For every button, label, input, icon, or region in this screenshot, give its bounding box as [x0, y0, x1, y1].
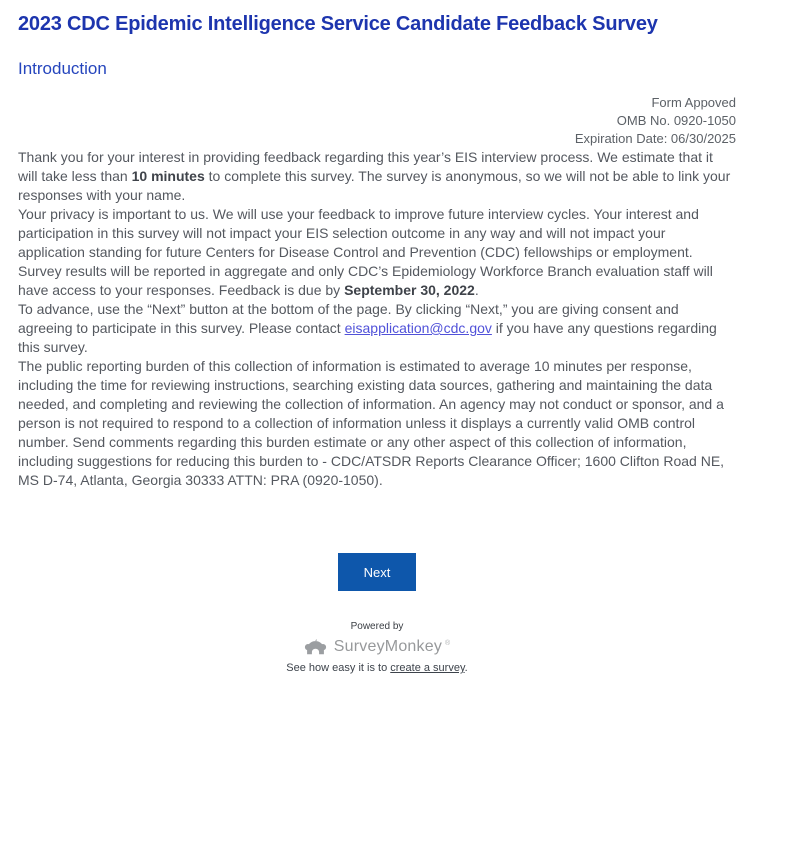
surveymonkey-wordmark: SurveyMonkey — [333, 638, 443, 655]
burden-statement-paragraph: The public reporting burden of this collection of information is estimated to average 10 minutes per response, including the time for reviewing instructions, searching existing data sources, gathering and maintaining the data needed, and completing and reviewing the collection of information. An agency may not conduct or sponsor, and a person is not required to respond to a collection of information unless it displays a currently valid OMB control number. Send comments regarding this burden estimate or any other aspect of this collection of information, including suggestions for reducing this burden to - CDC/ATSDR Reports Clearance Officer; 1600 Clifton Road NE, MS D-74, Atlanta, Georgia 30333 ATTN: PRA (0920-1050). — [18, 358, 725, 488]
footer — [18, 621, 736, 674]
intro-paragraph-1 — [18, 148, 736, 205]
deadline-highlight: September 30, 2022 — [344, 282, 475, 298]
intro-paragraph-3 — [18, 300, 736, 357]
create-survey-link[interactable]: create a survey — [390, 662, 465, 674]
form-approval-block — [18, 94, 736, 148]
create-survey-line — [18, 662, 736, 674]
expiration-date: Expiration Date: 06/30/2025 — [574, 131, 736, 146]
powered-by-label: Powered by — [350, 621, 404, 632]
duration-highlight: 10 minutes — [131, 168, 205, 184]
omb-number: OMB No. 0920-1050 — [616, 113, 736, 128]
section-title: Introduction — [18, 59, 107, 78]
intro-paragraph-2 — [18, 205, 736, 300]
email-link[interactable]: eisapplication@cdc.gov — [344, 320, 492, 336]
text-segment: Thank you for your interest in providing feedback regarding this year’s EIS interview process. We estimate that it will take less than — [18, 149, 713, 184]
surveymonkey-logo-icon — [304, 639, 327, 656]
text-segment: if you have any questions regarding this survey. — [18, 320, 717, 355]
surveymonkey-brand-link[interactable] — [18, 638, 736, 656]
text-segment: To advance, use the “Next” button at the bottom of the page. By clicking “Next,” you are giving consent and agreeing to participate in this survey. Please contact — [18, 301, 679, 336]
text-segment: See how easy it is to — [286, 662, 391, 674]
text-segment: to complete this survey. The survey is anonymous, so we will not be able to link your responses with your name. — [18, 168, 731, 203]
text-segment: . — [464, 662, 468, 674]
text-segment: Your privacy is important to us. We will use your feedback to improve future interview cycles. Your interest and participation in this survey will not impact your EIS selection outcome in any way and will not impact your application standing for future Centers for Disease Control and Prevention (CDC) fellowships or employment. Survey results will be reported in aggregate and only CDC’s Epidemiology Workforce Branch evaluation staff will have access to your responses. Feedback is due by — [18, 206, 713, 298]
form-approval-line: Form Appoved — [651, 95, 736, 110]
page-title: 2023 CDC Epidemic Intelligence Service Candidate Feedback Survey — [18, 13, 658, 35]
next-button[interactable]: Next — [338, 553, 416, 591]
text-segment: . — [474, 282, 479, 298]
trademark-symbol: ® — [445, 640, 451, 647]
navigation-row — [18, 553, 736, 591]
